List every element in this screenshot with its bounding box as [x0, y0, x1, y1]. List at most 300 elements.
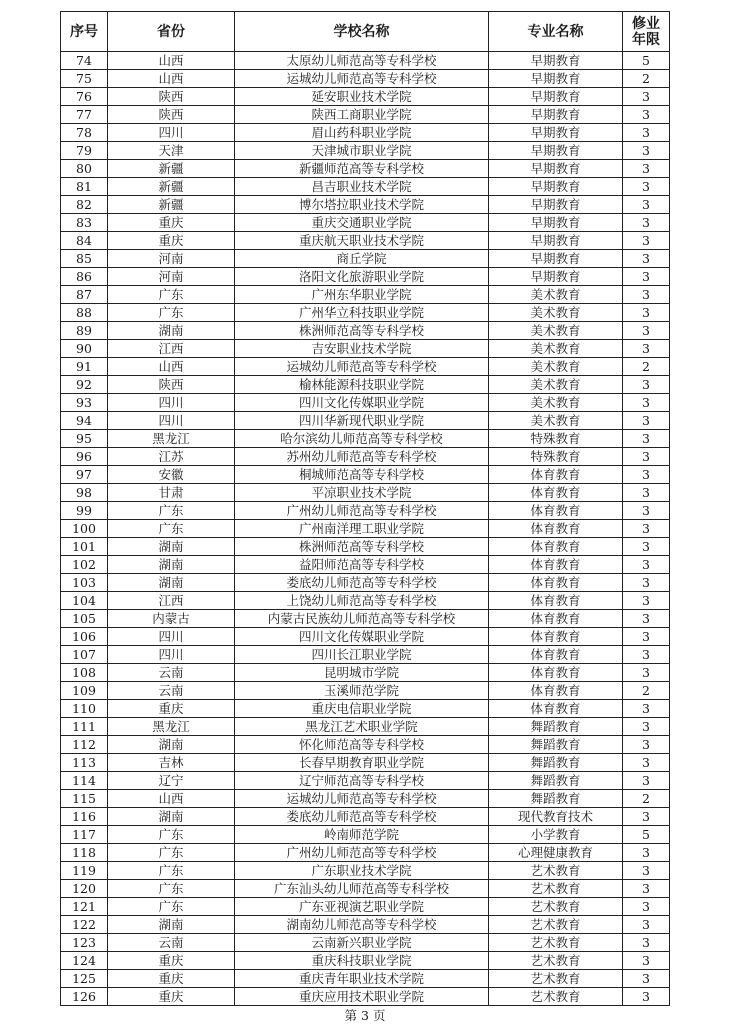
table-row — [61, 232, 670, 250]
cell-school-name: 重庆电信职业学院 — [235, 700, 489, 718]
cell-province: 江苏 — [108, 448, 235, 466]
cell-province: 湖南 — [108, 322, 235, 340]
cell-serial-number: 94 — [61, 412, 108, 430]
table-row — [61, 466, 670, 484]
cell-school-name: 四川长江职业学院 — [235, 646, 489, 664]
cell-province: 陕西 — [108, 376, 235, 394]
cell-school-name: 广东汕头幼儿师范高等专科学校 — [235, 880, 489, 898]
cell-serial-number: 125 — [61, 970, 108, 988]
cell-serial-number: 124 — [61, 952, 108, 970]
cell-serial-number: 95 — [61, 430, 108, 448]
table-row — [61, 502, 670, 520]
cell-school-name: 黑龙江艺术职业学院 — [235, 718, 489, 736]
header-study-years-line2: 年限 — [632, 31, 660, 48]
cell-school-name: 云南新兴职业学院 — [235, 934, 489, 952]
cell-province: 陕西 — [108, 88, 235, 106]
cell-major-name: 早期教育 — [489, 232, 623, 250]
cell-school-name: 重庆应用技术职业学院 — [235, 988, 489, 1006]
cell-study-years: 2 — [623, 70, 670, 88]
cell-study-years: 3 — [623, 916, 670, 934]
cell-school-name: 内蒙古民族幼儿师范高等专科学校 — [235, 610, 489, 628]
cell-school-name: 广州东华职业学院 — [235, 286, 489, 304]
table-row — [61, 934, 670, 952]
cell-school-name: 重庆科技职业学院 — [235, 952, 489, 970]
cell-province: 重庆 — [108, 988, 235, 1006]
cell-school-name: 桐城师范高等专科学校 — [235, 466, 489, 484]
cell-major-name: 体育教育 — [489, 610, 623, 628]
cell-study-years: 3 — [623, 142, 670, 160]
cell-major-name: 早期教育 — [489, 70, 623, 88]
table-row — [61, 142, 670, 160]
cell-province: 广东 — [108, 502, 235, 520]
cell-study-years: 3 — [623, 754, 670, 772]
cell-school-name: 广东亚视演艺职业学院 — [235, 898, 489, 916]
cell-serial-number: 108 — [61, 664, 108, 682]
cell-major-name: 体育教育 — [489, 484, 623, 502]
cell-serial-number: 75 — [61, 70, 108, 88]
cell-major-name: 美术教育 — [489, 412, 623, 430]
cell-study-years: 2 — [623, 790, 670, 808]
cell-school-name: 株洲师范高等专科学校 — [235, 322, 489, 340]
cell-serial-number: 90 — [61, 340, 108, 358]
cell-province: 陕西 — [108, 106, 235, 124]
cell-school-name: 运城幼儿师范高等专科学校 — [235, 358, 489, 376]
cell-school-name: 平凉职业技术学院 — [235, 484, 489, 502]
table-body — [61, 52, 670, 1006]
table-row — [61, 124, 670, 142]
cell-school-name: 广州幼儿师范高等专科学校 — [235, 844, 489, 862]
table-row — [61, 592, 670, 610]
cell-study-years: 3 — [623, 430, 670, 448]
cell-province: 山西 — [108, 52, 235, 70]
table-row — [61, 808, 670, 826]
table-row — [61, 358, 670, 376]
cell-province: 广东 — [108, 826, 235, 844]
header-study-years-line1: 修业 — [632, 15, 660, 32]
header-major-name: 专业名称 — [489, 12, 623, 52]
cell-major-name: 美术教育 — [489, 304, 623, 322]
cell-major-name: 艺术教育 — [489, 916, 623, 934]
cell-province: 天津 — [108, 142, 235, 160]
cell-province: 广东 — [108, 304, 235, 322]
cell-study-years: 3 — [623, 538, 670, 556]
cell-school-name: 广州南洋理工职业学院 — [235, 520, 489, 538]
cell-school-name: 岭南师范学院 — [235, 826, 489, 844]
cell-serial-number: 123 — [61, 934, 108, 952]
cell-school-name: 上饶幼儿师范高等专科学校 — [235, 592, 489, 610]
table-row — [61, 682, 670, 700]
cell-serial-number: 77 — [61, 106, 108, 124]
table-row — [61, 790, 670, 808]
cell-study-years: 3 — [623, 700, 670, 718]
cell-study-years: 3 — [623, 214, 670, 232]
cell-serial-number: 118 — [61, 844, 108, 862]
cell-serial-number: 76 — [61, 88, 108, 106]
cell-province: 山西 — [108, 70, 235, 88]
cell-province: 江西 — [108, 340, 235, 358]
cell-serial-number: 110 — [61, 700, 108, 718]
header-province: 省份 — [108, 12, 235, 52]
cell-school-name: 重庆青年职业技术学院 — [235, 970, 489, 988]
cell-study-years: 3 — [623, 484, 670, 502]
cell-serial-number: 97 — [61, 466, 108, 484]
cell-province: 广东 — [108, 844, 235, 862]
cell-province: 四川 — [108, 124, 235, 142]
cell-province: 广东 — [108, 520, 235, 538]
cell-province: 黑龙江 — [108, 430, 235, 448]
cell-study-years: 3 — [623, 934, 670, 952]
table-row — [61, 826, 670, 844]
cell-study-years: 3 — [623, 610, 670, 628]
cell-study-years: 3 — [623, 952, 670, 970]
cell-province: 重庆 — [108, 970, 235, 988]
cell-serial-number: 78 — [61, 124, 108, 142]
cell-study-years: 3 — [623, 880, 670, 898]
cell-serial-number: 104 — [61, 592, 108, 610]
table-row — [61, 178, 670, 196]
cell-serial-number: 89 — [61, 322, 108, 340]
cell-serial-number: 74 — [61, 52, 108, 70]
table-row — [61, 610, 670, 628]
cell-serial-number: 103 — [61, 574, 108, 592]
table-header — [61, 12, 670, 52]
cell-study-years: 3 — [623, 394, 670, 412]
cell-study-years: 3 — [623, 106, 670, 124]
cell-school-name: 玉溪师范学院 — [235, 682, 489, 700]
cell-province: 重庆 — [108, 214, 235, 232]
cell-major-name: 特殊教育 — [489, 430, 623, 448]
cell-school-name: 重庆交通职业学院 — [235, 214, 489, 232]
cell-study-years: 3 — [623, 304, 670, 322]
table-row — [61, 322, 670, 340]
cell-school-name: 广东职业技术学院 — [235, 862, 489, 880]
cell-school-name: 运城幼儿师范高等专科学校 — [235, 790, 489, 808]
cell-major-name: 舞蹈教育 — [489, 736, 623, 754]
cell-major-name: 体育教育 — [489, 466, 623, 484]
cell-province: 重庆 — [108, 700, 235, 718]
cell-school-name: 眉山药科职业学院 — [235, 124, 489, 142]
table-row — [61, 214, 670, 232]
cell-study-years: 3 — [623, 376, 670, 394]
cell-province: 湖南 — [108, 736, 235, 754]
cell-major-name: 早期教育 — [489, 178, 623, 196]
cell-school-name: 娄底幼儿师范高等专科学校 — [235, 574, 489, 592]
school-major-table — [60, 11, 670, 1006]
cell-province: 湖南 — [108, 538, 235, 556]
cell-major-name: 早期教育 — [489, 88, 623, 106]
page-number: 第 3 页 — [344, 1008, 386, 1023]
table-row — [61, 340, 670, 358]
cell-serial-number: 93 — [61, 394, 108, 412]
table-row — [61, 448, 670, 466]
table-row — [61, 88, 670, 106]
cell-serial-number: 115 — [61, 790, 108, 808]
cell-major-name: 舞蹈教育 — [489, 754, 623, 772]
table-row — [61, 430, 670, 448]
cell-major-name: 早期教育 — [489, 268, 623, 286]
cell-province: 云南 — [108, 934, 235, 952]
cell-school-name: 怀化师范高等专科学校 — [235, 736, 489, 754]
table-row — [61, 304, 670, 322]
cell-study-years: 3 — [623, 88, 670, 106]
cell-major-name: 早期教育 — [489, 214, 623, 232]
cell-study-years: 3 — [623, 466, 670, 484]
cell-serial-number: 100 — [61, 520, 108, 538]
cell-serial-number: 79 — [61, 142, 108, 160]
cell-province: 新疆 — [108, 196, 235, 214]
cell-school-name: 苏州幼儿师范高等专科学校 — [235, 448, 489, 466]
cell-school-name: 株洲师范高等专科学校 — [235, 538, 489, 556]
cell-serial-number: 102 — [61, 556, 108, 574]
table-row — [61, 160, 670, 178]
cell-major-name: 美术教育 — [489, 340, 623, 358]
cell-major-name: 舞蹈教育 — [489, 718, 623, 736]
cell-major-name: 体育教育 — [489, 628, 623, 646]
cell-province: 四川 — [108, 646, 235, 664]
cell-study-years: 3 — [623, 664, 670, 682]
cell-province: 内蒙古 — [108, 610, 235, 628]
cell-province: 甘肃 — [108, 484, 235, 502]
cell-school-name: 哈尔滨幼儿师范高等专科学校 — [235, 430, 489, 448]
table-row — [61, 754, 670, 772]
cell-serial-number: 117 — [61, 826, 108, 844]
cell-study-years: 2 — [623, 358, 670, 376]
cell-serial-number: 88 — [61, 304, 108, 322]
cell-serial-number: 96 — [61, 448, 108, 466]
cell-province: 湖南 — [108, 556, 235, 574]
cell-province: 新疆 — [108, 178, 235, 196]
cell-major-name: 体育教育 — [489, 646, 623, 664]
cell-school-name: 天津城市职业学院 — [235, 142, 489, 160]
cell-major-name: 体育教育 — [489, 592, 623, 610]
cell-province: 云南 — [108, 682, 235, 700]
table-row — [61, 196, 670, 214]
cell-school-name: 商丘学院 — [235, 250, 489, 268]
table-row — [61, 718, 670, 736]
cell-serial-number: 105 — [61, 610, 108, 628]
cell-major-name: 艺术教育 — [489, 970, 623, 988]
cell-study-years: 3 — [623, 232, 670, 250]
cell-major-name: 美术教育 — [489, 394, 623, 412]
cell-major-name: 艺术教育 — [489, 880, 623, 898]
cell-major-name: 早期教育 — [489, 106, 623, 124]
table-row — [61, 484, 670, 502]
cell-serial-number: 114 — [61, 772, 108, 790]
cell-school-name: 重庆航天职业技术学院 — [235, 232, 489, 250]
cell-province: 新疆 — [108, 160, 235, 178]
cell-major-name: 特殊教育 — [489, 448, 623, 466]
cell-major-name: 早期教育 — [489, 196, 623, 214]
cell-major-name: 美术教育 — [489, 322, 623, 340]
cell-serial-number: 81 — [61, 178, 108, 196]
table-row — [61, 538, 670, 556]
cell-province: 四川 — [108, 412, 235, 430]
cell-province: 江西 — [108, 592, 235, 610]
cell-major-name: 艺术教育 — [489, 862, 623, 880]
cell-major-name: 舞蹈教育 — [489, 790, 623, 808]
cell-school-name: 新疆师范高等专科学校 — [235, 160, 489, 178]
cell-study-years: 3 — [623, 808, 670, 826]
table-row — [61, 844, 670, 862]
cell-school-name: 运城幼儿师范高等专科学校 — [235, 70, 489, 88]
cell-study-years: 3 — [623, 646, 670, 664]
table-row — [61, 700, 670, 718]
table-row — [61, 646, 670, 664]
cell-major-name: 体育教育 — [489, 520, 623, 538]
table-row — [61, 412, 670, 430]
cell-province: 云南 — [108, 664, 235, 682]
cell-study-years: 3 — [623, 772, 670, 790]
table-row — [61, 898, 670, 916]
cell-major-name: 现代教育技术 — [489, 808, 623, 826]
cell-major-name: 体育教育 — [489, 664, 623, 682]
cell-serial-number: 112 — [61, 736, 108, 754]
cell-serial-number: 126 — [61, 988, 108, 1006]
cell-major-name: 体育教育 — [489, 700, 623, 718]
cell-province: 广东 — [108, 286, 235, 304]
cell-province: 重庆 — [108, 232, 235, 250]
cell-school-name: 四川文化传媒职业学院 — [235, 394, 489, 412]
table-row — [61, 736, 670, 754]
cell-study-years: 3 — [623, 340, 670, 358]
cell-serial-number: 92 — [61, 376, 108, 394]
cell-province: 四川 — [108, 628, 235, 646]
cell-major-name: 早期教育 — [489, 124, 623, 142]
cell-school-name: 太原幼儿师范高等专科学校 — [235, 52, 489, 70]
cell-major-name: 美术教育 — [489, 358, 623, 376]
cell-province: 广东 — [108, 862, 235, 880]
cell-major-name: 舞蹈教育 — [489, 772, 623, 790]
cell-study-years: 5 — [623, 826, 670, 844]
cell-serial-number: 83 — [61, 214, 108, 232]
cell-study-years: 3 — [623, 988, 670, 1006]
cell-province: 河南 — [108, 268, 235, 286]
cell-serial-number: 119 — [61, 862, 108, 880]
cell-province: 山西 — [108, 358, 235, 376]
cell-major-name: 艺术教育 — [489, 988, 623, 1006]
table-row — [61, 394, 670, 412]
cell-serial-number: 122 — [61, 916, 108, 934]
cell-major-name: 体育教育 — [489, 556, 623, 574]
cell-province: 广东 — [108, 880, 235, 898]
cell-study-years: 3 — [623, 412, 670, 430]
cell-major-name: 体育教育 — [489, 682, 623, 700]
cell-school-name: 吉安职业技术学院 — [235, 340, 489, 358]
cell-study-years: 3 — [623, 592, 670, 610]
cell-serial-number: 113 — [61, 754, 108, 772]
cell-study-years: 5 — [623, 52, 670, 70]
cell-school-name: 延安职业技术学院 — [235, 88, 489, 106]
cell-study-years: 3 — [623, 574, 670, 592]
cell-study-years: 3 — [623, 160, 670, 178]
cell-major-name: 美术教育 — [489, 376, 623, 394]
header-row — [61, 12, 670, 52]
cell-study-years: 3 — [623, 628, 670, 646]
cell-province: 湖南 — [108, 808, 235, 826]
cell-study-years: 3 — [623, 178, 670, 196]
cell-study-years: 3 — [623, 286, 670, 304]
cell-major-name: 早期教育 — [489, 142, 623, 160]
table-row — [61, 970, 670, 988]
cell-province: 吉林 — [108, 754, 235, 772]
cell-province: 黑龙江 — [108, 718, 235, 736]
table-row — [61, 556, 670, 574]
cell-school-name: 博尔塔拉职业技术学院 — [235, 196, 489, 214]
table-row — [61, 988, 670, 1006]
cell-major-name: 早期教育 — [489, 250, 623, 268]
cell-province: 辽宁 — [108, 772, 235, 790]
cell-study-years: 3 — [623, 322, 670, 340]
cell-study-years: 3 — [623, 970, 670, 988]
cell-major-name: 美术教育 — [489, 286, 623, 304]
cell-major-name: 体育教育 — [489, 538, 623, 556]
cell-school-name: 昆明城市学院 — [235, 664, 489, 682]
cell-serial-number: 98 — [61, 484, 108, 502]
cell-major-name: 艺术教育 — [489, 898, 623, 916]
table-row — [61, 952, 670, 970]
cell-serial-number: 121 — [61, 898, 108, 916]
header-study-years — [623, 12, 670, 52]
table-row — [61, 286, 670, 304]
cell-serial-number: 101 — [61, 538, 108, 556]
cell-study-years: 3 — [623, 268, 670, 286]
table-row — [61, 916, 670, 934]
table-row — [61, 106, 670, 124]
cell-major-name: 体育教育 — [489, 502, 623, 520]
cell-school-name: 四川华新现代职业学院 — [235, 412, 489, 430]
cell-serial-number: 106 — [61, 628, 108, 646]
cell-study-years: 3 — [623, 898, 670, 916]
cell-school-name: 昌吉职业技术学院 — [235, 178, 489, 196]
cell-serial-number: 80 — [61, 160, 108, 178]
cell-serial-number: 86 — [61, 268, 108, 286]
cell-study-years: 3 — [623, 196, 670, 214]
cell-serial-number: 85 — [61, 250, 108, 268]
cell-school-name: 湖南幼儿师范高等专科学校 — [235, 916, 489, 934]
cell-school-name: 陕西工商职业学院 — [235, 106, 489, 124]
table-row — [61, 628, 670, 646]
cell-major-name: 心理健康教育 — [489, 844, 623, 862]
cell-province: 河南 — [108, 250, 235, 268]
cell-major-name: 早期教育 — [489, 52, 623, 70]
cell-study-years: 2 — [623, 682, 670, 700]
cell-school-name: 洛阳文化旅游职业学院 — [235, 268, 489, 286]
cell-study-years: 3 — [623, 736, 670, 754]
cell-serial-number: 116 — [61, 808, 108, 826]
cell-major-name: 艺术教育 — [489, 952, 623, 970]
table-row — [61, 376, 670, 394]
table-row — [61, 574, 670, 592]
cell-school-name: 娄底幼儿师范高等专科学校 — [235, 808, 489, 826]
cell-study-years: 3 — [623, 844, 670, 862]
cell-serial-number: 111 — [61, 718, 108, 736]
table-row — [61, 70, 670, 88]
cell-school-name: 广州幼儿师范高等专科学校 — [235, 502, 489, 520]
table-row — [61, 772, 670, 790]
cell-study-years: 3 — [623, 448, 670, 466]
cell-study-years: 3 — [623, 124, 670, 142]
cell-province: 山西 — [108, 790, 235, 808]
cell-study-years: 3 — [623, 718, 670, 736]
cell-study-years: 3 — [623, 250, 670, 268]
cell-school-name: 益阳师范高等专科学校 — [235, 556, 489, 574]
cell-school-name: 榆林能源科技职业学院 — [235, 376, 489, 394]
cell-serial-number: 107 — [61, 646, 108, 664]
cell-major-name: 艺术教育 — [489, 934, 623, 952]
cell-serial-number: 109 — [61, 682, 108, 700]
table-row — [61, 52, 670, 70]
cell-school-name: 四川文化传媒职业学院 — [235, 628, 489, 646]
